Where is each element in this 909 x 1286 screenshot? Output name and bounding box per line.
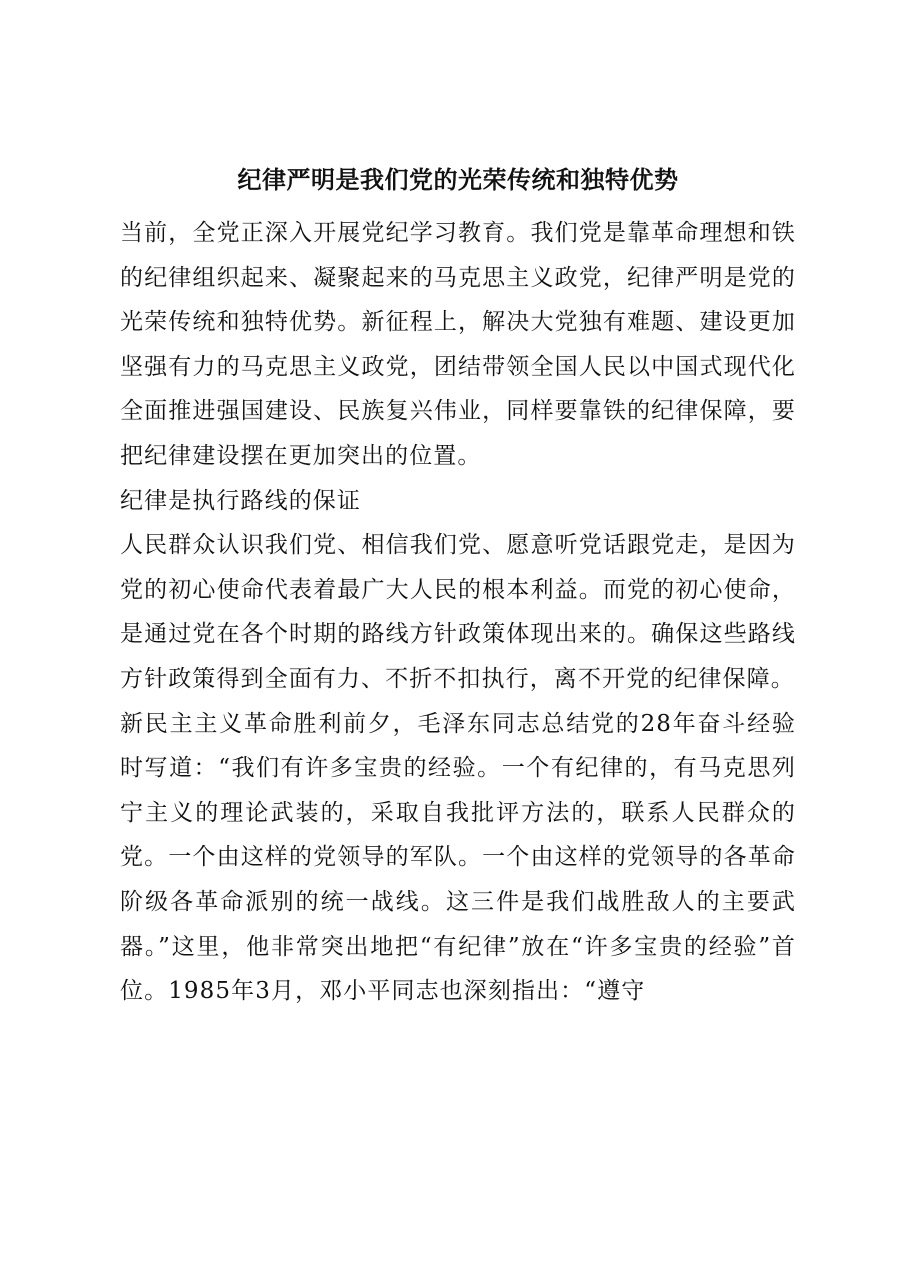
document-title: 纪律严明是我们党的光荣传统和独特优势 — [237, 165, 679, 194]
section-paragraph-2: 新民主主义革命胜利前夕，毛泽东同志总结党的28年奋斗经验时写道：“我们有许多宝贵的经验。一个有纪律的，有马克思列宁主义的理论武装的，采取自我批评方法的，联系人民群众的党。一个由这样的党领导的军队。一个由这样的党领导的各革命阶级各革命派别的统一战线。这三件是我们战胜敌人的主要武器。”这里，他非常突出地把“有纪律”放在“许多宝贵的经验”首位。1985年3月，邓小平同志也深刻指出：“遵守 — [120, 710, 796, 1005]
intro-paragraph: 当前，全党正深入开展党纪学习教育。我们党是靠革命理想和铁的纪律组织起来、凝聚起来的马克思主义政党，纪律严明是党的光荣传统和独特优势。新征程上，解决大党独有难题、建设更加坚强有力的马克思主义政党，团结带领全国人民以中国式现代化全面推进强国建设、民族复兴伟业，同样要靠铁的纪律保障，要把纪律建设摆在更加突出的位置。 — [120, 220, 796, 469]
document-body — [120, 163, 796, 1014]
section-heading: 纪律是执行路线的保证 — [120, 487, 361, 514]
section-paragraph-1: 人民群众认识我们党、相信我们党、愿意听党话跟党走，是因为党的初心使命代表着最广大人民的根本利益。而党的初心使命，是通过党在各个时期的路线方针政策体现出来的。确保这些路线方针政策得到全面有力、不折不扣执行，离不开党的纪律保障。 — [120, 532, 796, 692]
